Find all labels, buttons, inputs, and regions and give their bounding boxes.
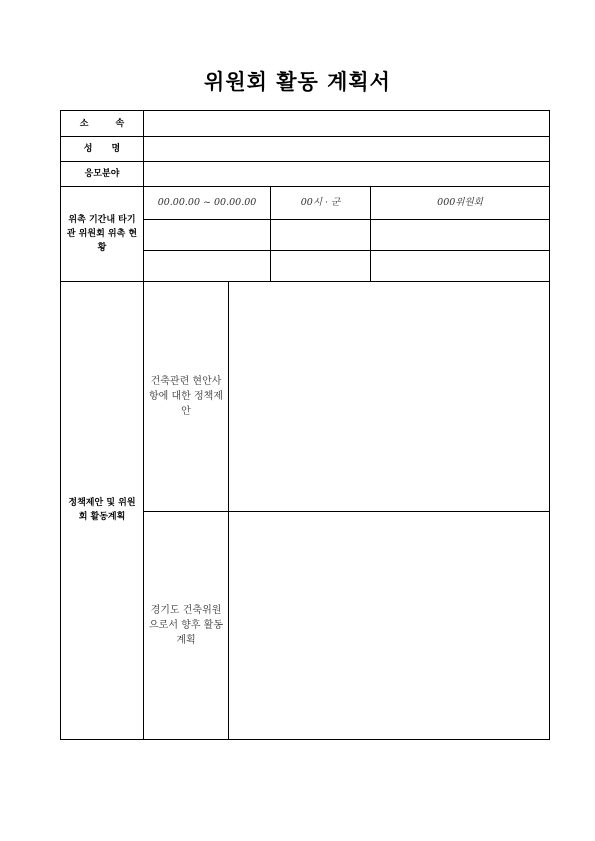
activity-plan-label: 경기도 건축위원으로서 향후 활동계획: [149, 604, 223, 646]
activity-plan-field[interactable]: [229, 512, 549, 739]
name-label: 성 명: [83, 143, 129, 154]
period-field[interactable]: [144, 220, 270, 250]
region-example[interactable]: 00시 · 군: [300, 197, 341, 208]
committee-field[interactable]: [371, 251, 549, 281]
affiliation-label: 소 속: [79, 118, 137, 129]
policy-label: 정책제안 및 위원회 활동계획: [68, 498, 136, 522]
name-field[interactable]: [144, 136, 549, 161]
other-committee-label: 위촉 기간내 타기관 위원회 위촉 현황: [66, 214, 138, 253]
committee-field[interactable]: [371, 220, 549, 250]
plan-form: [60, 110, 550, 740]
policy-proposal-field[interactable]: [229, 282, 549, 511]
field-label: 응모분야: [84, 168, 120, 179]
period-field[interactable]: [144, 251, 270, 281]
affiliation-field[interactable]: [144, 111, 549, 136]
region-field[interactable]: [271, 220, 370, 250]
field-input[interactable]: [144, 161, 549, 186]
period-example[interactable]: 00.00.00 ~ 00.00.00: [157, 197, 257, 208]
page-title: 위원회 활동 계획서: [204, 70, 391, 94]
region-field[interactable]: [271, 251, 370, 281]
column-divider: [143, 111, 144, 739]
policy-proposal-label: 건축관련 현안사항에 대한 정책제안: [149, 375, 223, 417]
committee-example[interactable]: 000위원회: [437, 197, 483, 208]
